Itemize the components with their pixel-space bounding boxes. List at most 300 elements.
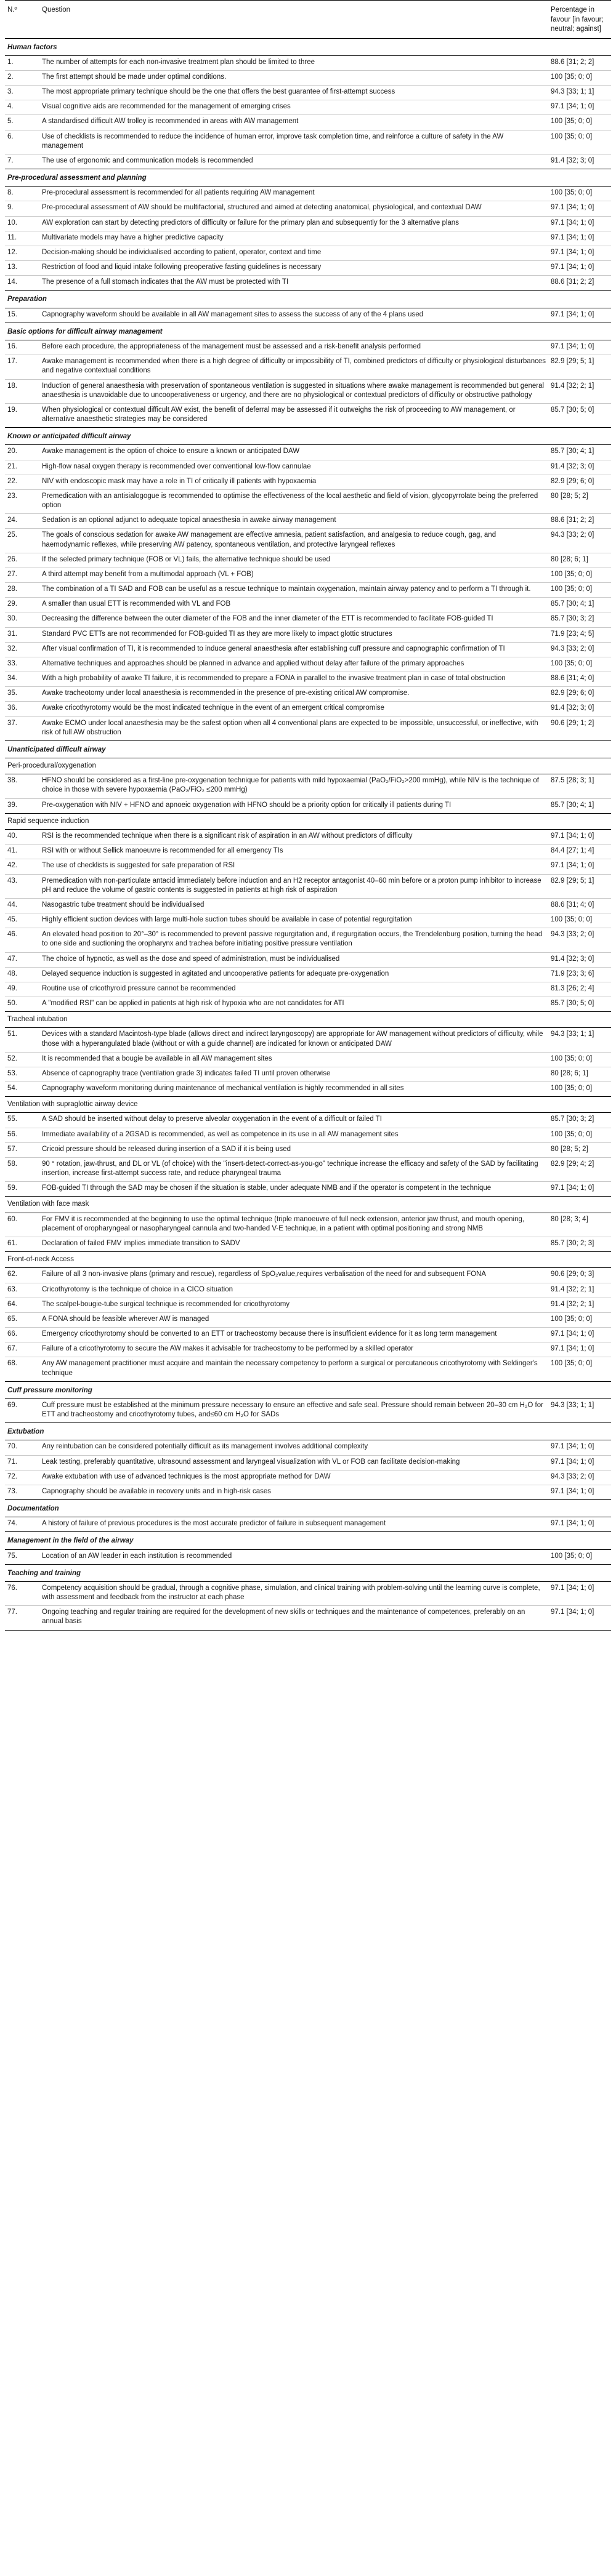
item-number: 27. — [5, 568, 39, 582]
item-question: When physiological or contextual difficult AW exist, the benefit of deferral may be assessed if it outweighs the risk of proceeding to AW management, or alternative anaesthetic strategies may be considered — [39, 403, 548, 427]
item-question: RSI is the recommended technique when there is a significant risk of aspiration in an AW without predictors of difficulty — [39, 830, 548, 845]
item-percentage: 88.6 [31; 4; 0] — [548, 672, 611, 687]
table-row — [5, 1157, 611, 1181]
table-row — [5, 1128, 611, 1142]
item-number: 51. — [5, 1028, 39, 1052]
item-number: 28. — [5, 583, 39, 598]
table-row — [5, 475, 611, 489]
item-number: 20. — [5, 445, 39, 460]
item-number: 61. — [5, 1237, 39, 1251]
item-number: 63. — [5, 1283, 39, 1298]
table-row — [5, 898, 611, 913]
item-percentage: 80 [28; 6; 1] — [548, 553, 611, 568]
section-heading: Extubation — [5, 1423, 611, 1440]
table-row — [5, 1342, 611, 1357]
item-percentage: 97.1 [34; 1; 0] — [548, 231, 611, 246]
item-question: Induction of general anaesthesia with preservation of spontaneous ventilation is suggested in situations where awake management is recommended but general anaesthesia is unavoidable due to uncooperativeness or urgency, and there are no physiological or contextual predictors of difficulty or obstructive pathology — [39, 379, 548, 403]
table-row — [5, 1067, 611, 1081]
table-row — [5, 460, 611, 475]
item-question: Delayed sequence induction is suggested in agitated and uncooperative patients for adequate pre-oxygenation — [39, 967, 548, 982]
item-question: Pre-oxygenation with NIV + HFNO and apnoeic oxygenation with HFNO should be a priority option for critically ill patients during TI — [39, 798, 548, 813]
item-number: 43. — [5, 874, 39, 898]
item-percentage: 97.1 [34; 1; 0] — [548, 1485, 611, 1499]
table-row — [5, 529, 611, 553]
item-percentage: 97.1 [34; 1; 0] — [548, 201, 611, 216]
section-heading-row — [5, 1423, 611, 1440]
item-number: 53. — [5, 1067, 39, 1081]
item-percentage: 82.9 [29; 4; 2] — [548, 1157, 611, 1181]
table-row — [5, 1028, 611, 1052]
item-number: 40. — [5, 830, 39, 845]
table-row — [5, 100, 611, 115]
item-percentage: 88.6 [31; 4; 0] — [548, 898, 611, 913]
item-number: 77. — [5, 1606, 39, 1630]
item-percentage: 100 [35; 0; 0] — [548, 583, 611, 598]
item-question: 90 ° rotation, jaw-thrust, and DL or VL (of choice) with the "insert-detect-correct-as-you-go" technique increase the efficacy and safety of the SAD by facilitating insertion, increase first-attempt success rate, and reduce pharyngeal trauma — [39, 1157, 548, 1181]
header-row — [5, 1, 611, 39]
item-number: 17. — [5, 355, 39, 379]
item-percentage: 85.7 [30; 3; 2] — [548, 1113, 611, 1128]
table-row — [5, 1312, 611, 1327]
item-number: 36. — [5, 702, 39, 716]
item-question: The number of attempts for each non-invasive treatment plan should be limited to three — [39, 55, 548, 70]
item-number: 50. — [5, 997, 39, 1012]
item-number: 76. — [5, 1581, 39, 1605]
item-percentage: 97.1 [34; 1; 0] — [548, 246, 611, 260]
item-number: 4. — [5, 100, 39, 115]
item-question: A "modified RSI" can be applied in patients at high risk of hypoxia who are not candidates for ATI — [39, 997, 548, 1012]
item-number: 5. — [5, 115, 39, 130]
section-heading: Cuff pressure monitoring — [5, 1381, 611, 1398]
item-percentage: 94.3 [33; 1; 1] — [548, 86, 611, 100]
item-percentage: 80 [28; 5; 2] — [548, 1142, 611, 1157]
table-row — [5, 340, 611, 355]
item-percentage: 100 [35; 0; 0] — [548, 1052, 611, 1067]
table-row — [5, 403, 611, 427]
item-number: 42. — [5, 859, 39, 874]
table-row — [5, 154, 611, 169]
table-row — [5, 308, 611, 323]
item-number: 68. — [5, 1357, 39, 1381]
table-row — [5, 70, 611, 85]
item-number: 71. — [5, 1455, 39, 1470]
table-row — [5, 187, 611, 201]
item-percentage: 90.6 [29; 0; 3] — [548, 1268, 611, 1283]
item-question: Awake cricothyrotomy would be the most indicated technique in the event of an emergent critical compromise — [39, 702, 548, 716]
table-row — [5, 830, 611, 845]
item-number: 8. — [5, 187, 39, 201]
item-question: A FONA should be feasible wherever AW is managed — [39, 1312, 548, 1327]
item-percentage: 87.5 [28; 3; 1] — [548, 774, 611, 798]
table-row — [5, 982, 611, 997]
item-percentage: 94.3 [33; 2; 0] — [548, 928, 611, 952]
item-number: 9. — [5, 201, 39, 216]
table-row — [5, 1182, 611, 1197]
item-question: Emergency cricothyrotomy should be converted to an ETT or tracheostomy because there is insufficient evidence for it as long term management — [39, 1328, 548, 1342]
item-number: 70. — [5, 1440, 39, 1455]
item-number: 62. — [5, 1268, 39, 1283]
item-question: Awake extubation with use of advanced techniques is the most appropriate method for DAW — [39, 1470, 548, 1485]
item-number: 74. — [5, 1517, 39, 1532]
subsection-heading: Rapid sequence induction — [5, 813, 611, 829]
table-row — [5, 928, 611, 952]
item-number: 16. — [5, 340, 39, 355]
item-question: A history of failure of previous procedures is the most accurate predictor of failure in subsequent management — [39, 1517, 548, 1532]
table-row — [5, 1142, 611, 1157]
item-percentage: 71.9 [23; 4; 5] — [548, 627, 611, 642]
table-row — [5, 716, 611, 740]
item-question: Capnography waveform monitoring during maintenance of mechanical ventilation is highly recommended in all sites — [39, 1082, 548, 1097]
item-question: FOB-guided TI through the SAD may be chosen if the situation is stable, under adequate NMB and if the operator is competent in the technique — [39, 1182, 548, 1197]
item-percentage: 97.1 [34; 1; 0] — [548, 1328, 611, 1342]
table-row — [5, 845, 611, 859]
item-percentage: 82.9 [29; 6; 0] — [548, 687, 611, 702]
item-question: Awake tracheotomy under local anaesthesia is recommended in the presence of pre-existing critical AW compromise. — [39, 687, 548, 702]
item-percentage: 97.1 [34; 1; 0] — [548, 859, 611, 874]
table-row — [5, 1237, 611, 1251]
table-row — [5, 583, 611, 598]
table-row — [5, 1485, 611, 1499]
item-question: Capnography waveform should be available in all AW management sites to assess the success of any of the 4 plans used — [39, 308, 548, 323]
item-percentage: 88.6 [31; 2; 2] — [548, 276, 611, 291]
item-percentage: 97.1 [34; 1; 0] — [548, 1606, 611, 1630]
item-number: 14. — [5, 276, 39, 291]
item-question: Routine use of cricothyroid pressure cannot be recommended — [39, 982, 548, 997]
item-question: Location of an AW leader in each institution is recommended — [39, 1549, 548, 1564]
item-number: 22. — [5, 475, 39, 489]
item-percentage: 94.3 [33; 1; 1] — [548, 1028, 611, 1052]
table-row — [5, 702, 611, 716]
item-percentage: 85.7 [30; 2; 3] — [548, 1237, 611, 1251]
item-question: Devices with a standard Macintosh-type blade (allows direct and indirect laryngoscopy) are appropriate for AW management without predictors of difficulty, while those with a hyperangulated blade (without or with a guide channel) are indicated for known or anticipated DAW — [39, 1028, 548, 1052]
item-question: A smaller than usual ETT is recommended with VL and FOB — [39, 598, 548, 612]
item-percentage: 100 [35; 0; 0] — [548, 1357, 611, 1381]
item-number: 47. — [5, 952, 39, 967]
table-row — [5, 231, 611, 246]
section-heading: Human factors — [5, 38, 611, 55]
item-percentage: 85.7 [30; 5; 0] — [548, 403, 611, 427]
table-row — [5, 568, 611, 582]
item-question: Declaration of failed FMV implies immediate transition to SADV — [39, 1237, 548, 1251]
item-number: 31. — [5, 627, 39, 642]
item-number: 67. — [5, 1342, 39, 1357]
item-question: Absence of capnography trace (ventilation grade 3) indicates failed TI until proven otherwise — [39, 1067, 548, 1081]
item-question: Premedication with an antisialogogue is recommended to optimise the effectiveness of the local aesthetic and field of vision, glycopyrrolate being the preferred option — [39, 489, 548, 513]
item-percentage: 82.9 [29; 5; 1] — [548, 874, 611, 898]
header-question: Question — [39, 1, 548, 39]
item-number: 69. — [5, 1398, 39, 1422]
item-percentage: 80 [28; 3; 4] — [548, 1213, 611, 1237]
item-question: An elevated head position to 20°–30° is recommended to prevent passive regurgitation and, if regurgitation occurs, the Trendelenburg position, turning the head to one side and suctioning the oropharynx and trachea before initiating positive pressure ventilation — [39, 928, 548, 952]
item-percentage: 82.9 [29; 6; 0] — [548, 475, 611, 489]
table-row — [5, 1268, 611, 1283]
item-number: 24. — [5, 514, 39, 529]
item-number: 2. — [5, 70, 39, 85]
subsection-heading-row — [5, 1197, 611, 1213]
item-percentage: 97.1 [34; 1; 0] — [548, 261, 611, 276]
table-row — [5, 1606, 611, 1630]
section-heading: Basic options for difficult airway management — [5, 323, 611, 340]
subsection-heading: Ventilation with supraglottic airway device — [5, 1097, 611, 1113]
item-question: Alternative techniques and approaches should be planned in advance and applied without delay after failure of the primary approaches — [39, 657, 548, 672]
item-number: 73. — [5, 1485, 39, 1499]
item-question: Pre-procedural assessment is recommended for all patients requiring AW management — [39, 187, 548, 201]
item-question: The use of checklists is suggested for safe preparation of RSI — [39, 859, 548, 874]
section-heading: Documentation — [5, 1500, 611, 1517]
subsection-heading-row — [5, 813, 611, 829]
item-number: 56. — [5, 1128, 39, 1142]
item-percentage: 97.1 [34; 1; 0] — [548, 1440, 611, 1455]
subsection-heading-row — [5, 1252, 611, 1268]
item-number: 37. — [5, 716, 39, 740]
item-question: Failure of a cricothyrotomy to secure the AW makes it advisable for tracheostomy to be performed by a skilled operator — [39, 1342, 548, 1357]
item-percentage: 100 [35; 0; 0] — [548, 568, 611, 582]
table-row — [5, 1581, 611, 1605]
table-row — [5, 276, 611, 291]
section-heading-row — [5, 1564, 611, 1581]
item-question: Awake management is the option of choice to ensure a known or anticipated DAW — [39, 445, 548, 460]
section-heading: Teaching and training — [5, 1564, 611, 1581]
item-percentage: 97.1 [34; 1; 0] — [548, 340, 611, 355]
item-question: Cuff pressure must be established at the minimum pressure necessary to ensure an effective and safe seal. Pressure should remain between 20–30 cm H₂O for ETT and tracheostomy and cricothyrotomy tubes, and≤60 cm H₂O for SADs — [39, 1398, 548, 1422]
section-heading-row — [5, 1381, 611, 1398]
item-number: 38. — [5, 774, 39, 798]
table-row — [5, 86, 611, 100]
item-number: 15. — [5, 308, 39, 323]
item-percentage: 81.3 [26; 2; 4] — [548, 982, 611, 997]
section-heading: Unanticipated difficult airway — [5, 740, 611, 758]
item-question: Awake ECMO under local anaesthesia may be the safest option when all 4 conventional plans are expected to be impossible, unsuccessful, or ineffective, with risk of full AW obstruction — [39, 716, 548, 740]
item-number: 13. — [5, 261, 39, 276]
table-row — [5, 355, 611, 379]
item-question: A standardised difficult AW trolley is recommended in areas with AW management — [39, 115, 548, 130]
item-percentage: 80 [28; 6; 1] — [548, 1067, 611, 1081]
item-percentage: 84.4 [27; 1; 4] — [548, 845, 611, 859]
item-percentage: 97.1 [34; 1; 0] — [548, 1581, 611, 1605]
item-percentage: 100 [35; 0; 0] — [548, 187, 611, 201]
item-number: 75. — [5, 1549, 39, 1564]
table-row — [5, 1113, 611, 1128]
item-question: Leak testing, preferably quantitative, ultrasound assessment and laryngeal visualization with VL or FOB can facilitate decision-making — [39, 1455, 548, 1470]
item-percentage: 97.1 [34; 1; 0] — [548, 100, 611, 115]
item-question: Competency acquisition should be gradual, through a cognitive phase, simulation, and clinical training with problem-solving until the learning curve is complete, with assessment and feedback from the instructor at each phase — [39, 1581, 548, 1605]
item-question: The goals of conscious sedation for awake AW management are effective amnesia, patient satisfaction, and analgesia to reduce cough, gag, and haemodynamic reflexes, while preserving AW patency, spontaneous ventilation, and protective laryngeal reflexes — [39, 529, 548, 553]
table-row — [5, 612, 611, 627]
header-number: N.º — [5, 1, 39, 39]
table-row — [5, 55, 611, 70]
item-percentage: 80 [28; 5; 2] — [548, 489, 611, 513]
section-heading-row — [5, 38, 611, 55]
item-percentage: 85.7 [30; 3; 2] — [548, 612, 611, 627]
item-question: It is recommended that a bougie be available in all AW management sites — [39, 1052, 548, 1067]
item-percentage: 91.4 [32; 3; 0] — [548, 154, 611, 169]
item-question: The first attempt should be made under optimal conditions. — [39, 70, 548, 85]
item-percentage: 91.4 [32; 3; 0] — [548, 460, 611, 475]
table-row — [5, 859, 611, 874]
subsection-heading: Front-of-neck Access — [5, 1252, 611, 1268]
item-number: 49. — [5, 982, 39, 997]
item-question: RSI with or without Sellick manoeuvre is recommended for all emergency TIs — [39, 845, 548, 859]
subsection-heading: Peri-procedural/oxygenation — [5, 758, 611, 774]
item-number: 54. — [5, 1082, 39, 1097]
table-row — [5, 774, 611, 798]
item-question: The most appropriate primary technique should be the one that offers the best guarantee of first-attempt success — [39, 86, 548, 100]
item-percentage: 97.1 [34; 1; 0] — [548, 1455, 611, 1470]
item-number: 6. — [5, 130, 39, 154]
item-percentage: 97.1 [34; 1; 0] — [548, 1182, 611, 1197]
item-percentage: 100 [35; 0; 0] — [548, 1128, 611, 1142]
item-percentage: 100 [35; 0; 0] — [548, 115, 611, 130]
item-number: 64. — [5, 1298, 39, 1312]
item-question: A third attempt may benefit from a multimodal approach (VL + FOB) — [39, 568, 548, 582]
table-row — [5, 553, 611, 568]
item-number: 52. — [5, 1052, 39, 1067]
table-row — [5, 1213, 611, 1237]
item-question: Sedation is an optional adjunct to adequate topical anaesthesia in awake airway management — [39, 514, 548, 529]
section-heading: Management in the field of the airway — [5, 1532, 611, 1549]
table-row — [5, 1398, 611, 1422]
item-percentage: 97.1 [34; 1; 0] — [548, 308, 611, 323]
item-question: High-flow nasal oxygen therapy is recommended over conventional low-flow cannulae — [39, 460, 548, 475]
table-row — [5, 379, 611, 403]
section-heading: Pre-procedural assessment and planning — [5, 169, 611, 187]
item-question: Premedication with non-particulate antacid immediately before induction and an H2 receptor antagonist 40–60 min before or a proton pump inhibitor to increase pH and reduce the volume of gastric contents is suggested in patients at high risk of aspiration — [39, 874, 548, 898]
item-percentage: 91.4 [32; 3; 0] — [548, 952, 611, 967]
item-question: The choice of hypnotic, as well as the dose and speed of administration, must be individualised — [39, 952, 548, 967]
table-row — [5, 798, 611, 813]
item-question: Before each procedure, the appropriateness of the management must be assessed and a risk-benefit analysis performed — [39, 340, 548, 355]
header-percentage: Percentage in favour [in favour; neutral; against] — [548, 1, 611, 39]
item-number: 23. — [5, 489, 39, 513]
item-percentage: 91.4 [32; 2; 1] — [548, 1283, 611, 1298]
item-percentage: 97.1 [34; 1; 0] — [548, 1517, 611, 1532]
consensus-table-container — [5, 0, 611, 1631]
section-heading-row — [5, 1500, 611, 1517]
table-row — [5, 1517, 611, 1532]
subsection-heading: Tracheal intubation — [5, 1012, 611, 1028]
item-question: Cricoid pressure should be released during insertion of a SAD if it is being used — [39, 1142, 548, 1157]
table-row — [5, 216, 611, 231]
item-number: 30. — [5, 612, 39, 627]
item-percentage: 100 [35; 0; 0] — [548, 130, 611, 154]
item-number: 34. — [5, 672, 39, 687]
item-question: Pre-procedural assessment of AW should be multifactorial, structured and aimed at detecting anatomical, physiological, and contextual DAW — [39, 201, 548, 216]
table-row — [5, 445, 611, 460]
table-row — [5, 261, 611, 276]
item-percentage: 88.6 [31; 2; 2] — [548, 514, 611, 529]
table-row — [5, 1455, 611, 1470]
item-number: 39. — [5, 798, 39, 813]
item-percentage: 97.1 [34; 1; 0] — [548, 216, 611, 231]
item-percentage: 91.4 [32; 3; 0] — [548, 702, 611, 716]
item-question: Ongoing teaching and regular training are required for the development of new skills or techniques and the maintenance of competences, preferably on an annual basis — [39, 1606, 548, 1630]
item-number: 44. — [5, 898, 39, 913]
item-percentage: 91.4 [32; 2; 1] — [548, 379, 611, 403]
table-row — [5, 1357, 611, 1381]
consensus-table — [5, 0, 611, 1631]
item-percentage: 85.7 [30; 4; 1] — [548, 598, 611, 612]
item-question: Decision-making should be individualised according to patient, operator, context and time — [39, 246, 548, 260]
item-question: Awake management is recommended when there is a high degree of difficulty or impossibility of TI, combined predictors of difficulty or physiological disturbances and negative contextual conditions — [39, 355, 548, 379]
table-row — [5, 1470, 611, 1485]
item-percentage: 91.4 [32; 2; 1] — [548, 1298, 611, 1312]
item-number: 45. — [5, 913, 39, 928]
item-number: 21. — [5, 460, 39, 475]
table-row — [5, 687, 611, 702]
item-number: 1. — [5, 55, 39, 70]
subsection-heading-row — [5, 1012, 611, 1028]
item-percentage: 71.9 [23; 3; 6] — [548, 967, 611, 982]
item-number: 72. — [5, 1470, 39, 1485]
item-question: Any reintubation can be considered potentially difficult as its management involves additional complexity — [39, 1440, 548, 1455]
table-row — [5, 1082, 611, 1097]
item-number: 33. — [5, 657, 39, 672]
table-row — [5, 1549, 611, 1564]
item-percentage: 94.3 [33; 1; 1] — [548, 1398, 611, 1422]
subsection-heading-row — [5, 1097, 611, 1113]
item-question: Visual cognitive aids are recommended for the management of emerging crises — [39, 100, 548, 115]
section-heading-row — [5, 1532, 611, 1549]
item-number: 19. — [5, 403, 39, 427]
table-row — [5, 1328, 611, 1342]
table-row — [5, 997, 611, 1012]
section-heading-row — [5, 428, 611, 445]
item-number: 65. — [5, 1312, 39, 1327]
table-row — [5, 1052, 611, 1067]
table-row — [5, 952, 611, 967]
table-row — [5, 1283, 611, 1298]
subsection-heading: Ventilation with face mask — [5, 1197, 611, 1213]
item-question: The combination of a TI SAD and FOB can be useful as a rescue technique to maintain oxygenation, maintain airway patency and to perform a TI through it. — [39, 583, 548, 598]
item-percentage: 88.6 [31; 2; 2] — [548, 55, 611, 70]
item-question: The scalpel-bougie-tube surgical technique is recommended for cricothyrotomy — [39, 1298, 548, 1312]
table-row — [5, 672, 611, 687]
item-percentage: 85.7 [30; 5; 0] — [548, 997, 611, 1012]
section-heading-row — [5, 740, 611, 758]
item-percentage: 85.7 [30; 4; 1] — [548, 445, 611, 460]
table-body — [5, 38, 611, 1630]
item-number: 32. — [5, 642, 39, 657]
item-question: The use of ergonomic and communication models is recommended — [39, 154, 548, 169]
table-row — [5, 598, 611, 612]
item-percentage: 97.1 [34; 1; 0] — [548, 830, 611, 845]
table-row — [5, 514, 611, 529]
table-row — [5, 1440, 611, 1455]
item-percentage: 100 [35; 0; 0] — [548, 70, 611, 85]
item-question: Restriction of food and liquid intake following preoperative fasting guidelines is necessary — [39, 261, 548, 276]
table-row — [5, 246, 611, 260]
item-number: 55. — [5, 1113, 39, 1128]
item-percentage: 100 [35; 0; 0] — [548, 1082, 611, 1097]
item-number: 11. — [5, 231, 39, 246]
table-row — [5, 967, 611, 982]
item-number: 29. — [5, 598, 39, 612]
table-row — [5, 874, 611, 898]
item-number: 58. — [5, 1157, 39, 1181]
item-question: Failure of all 3 non-invasive plans (primary and rescue), regardless of SpO₂value,requires verbalisation of the need for and subsequent FONA — [39, 1268, 548, 1283]
item-percentage: 94.3 [33; 2; 0] — [548, 1470, 611, 1485]
item-percentage: 100 [35; 0; 0] — [548, 1312, 611, 1327]
item-number: 7. — [5, 154, 39, 169]
item-percentage: 97.1 [34; 1; 0] — [548, 1342, 611, 1357]
table-row — [5, 657, 611, 672]
item-number: 59. — [5, 1182, 39, 1197]
item-percentage: 82.9 [29; 5; 1] — [548, 355, 611, 379]
item-question: Use of checklists is recommended to reduce the incidence of human error, improve task completion time, and reinforce a culture of safety in the AW management — [39, 130, 548, 154]
item-number: 35. — [5, 687, 39, 702]
item-question: The presence of a full stomach indicates that the AW must be protected with TI — [39, 276, 548, 291]
item-percentage: 94.3 [33; 2; 0] — [548, 529, 611, 553]
